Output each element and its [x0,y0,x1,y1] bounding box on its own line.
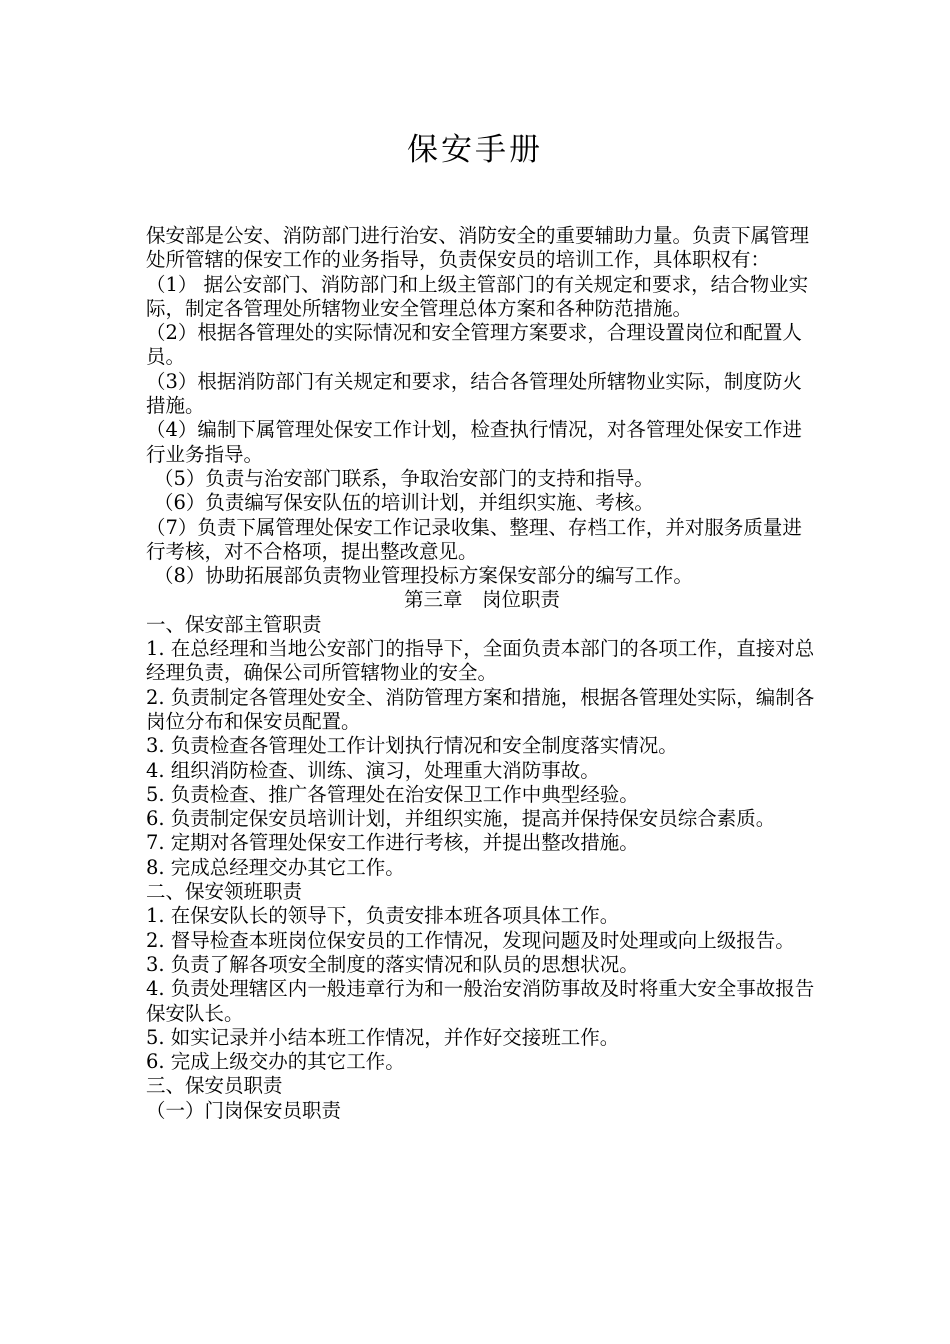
duty-item-7: （7）负责下属管理处保安工作记录收集、整理、存档工作，并对服务质量进行考核，对不合格项，提出整改意见。 [146,515,802,563]
subsection-heading: （一）门岗保安员职责 [146,1098,342,1122]
chapter-heading: 第三章 岗位职责 [403,588,560,612]
duty-item-5: （5）负责与治安部门联系，争取治安部门的支持和指导。 [154,466,654,490]
team-leader-duty-3: 3. 负责了解各项安全制度的落实情况和队员的思想状况。 [146,952,639,976]
duty-item-2: （2）根据各管理处的实际情况和安全管理方案要求，合理设置岗位和配置人员。 [146,321,802,369]
document-title: 保安手册 [407,132,543,168]
supervisor-duty-2: 2. 负责制定各管理处安全、消防管理方案和措施，根据各管理处实际，编制各岗位分布和保安员配置。 [146,685,815,733]
duty-item-3: （3）根据消防部门有关规定和要求，结合各管理处所辖物业实际，制度防火措施。 [146,369,802,418]
supervisor-duty-6: 6. 负责制定保安员培训计划，并组织实施，提高并保持保安员综合素质。 [146,807,776,831]
document-body [146,224,818,1123]
supervisor-duty-3: 3. 负责检查各管理处工作计划执行情况和安全制度落实情况。 [146,734,678,758]
team-leader-duty-4: 4. 负责处理辖区内一般违章行为和一般治安消防事故及时将重大安全事故报告保安队长。 [146,977,815,1025]
supervisor-duty-4: 4. 组织消防检查、训练、演习，处理重大消防事故。 [146,758,600,782]
team-leader-duty-1: 1. 在保安队长的领导下，负责安排本班各项具体工作。 [146,904,620,928]
intro-paragraph: 保安部是公安、消防部门进行治安、消防安全的重要辅助力量。负责下属管理处所管辖的保安工作的业务指导，负责保安员的培训工作，具体职权有： [146,224,810,272]
supervisor-duty-1: 1. 在总经理和当地公安部门的指导下，全面负责本部门的各项工作，直接对总经理负责，确保公司所管辖物业的安全。 [146,637,815,685]
supervisor-duty-5: 5. 负责检查、推广各管理处在治安保卫工作中典型经验。 [146,782,639,806]
duty-item-1: （1） 据公安部门、消防部门和上级主管部门的有关规定和要求，结合物业实际，制定各管理处所辖物业安全管理总体方案和各种防范措施。 [146,272,809,320]
duty-item-4: （4）编制下属管理处保安工作计划，检查执行情况，对各管理处保安工作进行业务指导。 [146,418,802,466]
section-heading-3: 三、保安员职责 [146,1074,283,1098]
team-leader-duty-2: 2. 督导检查本班岗位保安员的工作情况，发现问题及时处理或向上级报告。 [146,928,795,952]
supervisor-duty-7: 7. 定期对各管理处保安工作进行考核，并提出整改措施。 [146,831,639,855]
team-leader-duty-5: 5. 如实记录并小结本班工作情况，并作好交接班工作。 [146,1025,620,1049]
supervisor-duty-8: 8. 完成总经理交办其它工作。 [146,855,405,879]
section-heading-2: 二、保安领班职责 [146,880,303,904]
duty-item-8: （8）协助拓展部负责物业管理投标方案保安部分的编写工作。 [154,564,693,588]
section-heading-1: 一、保安部主管职责 [146,612,322,636]
duty-item-6: （6）负责编写保安队伍的培训计划，并组织实施、考核。 [154,491,654,515]
team-leader-duty-6: 6. 完成上级交办的其它工作。 [146,1050,405,1074]
